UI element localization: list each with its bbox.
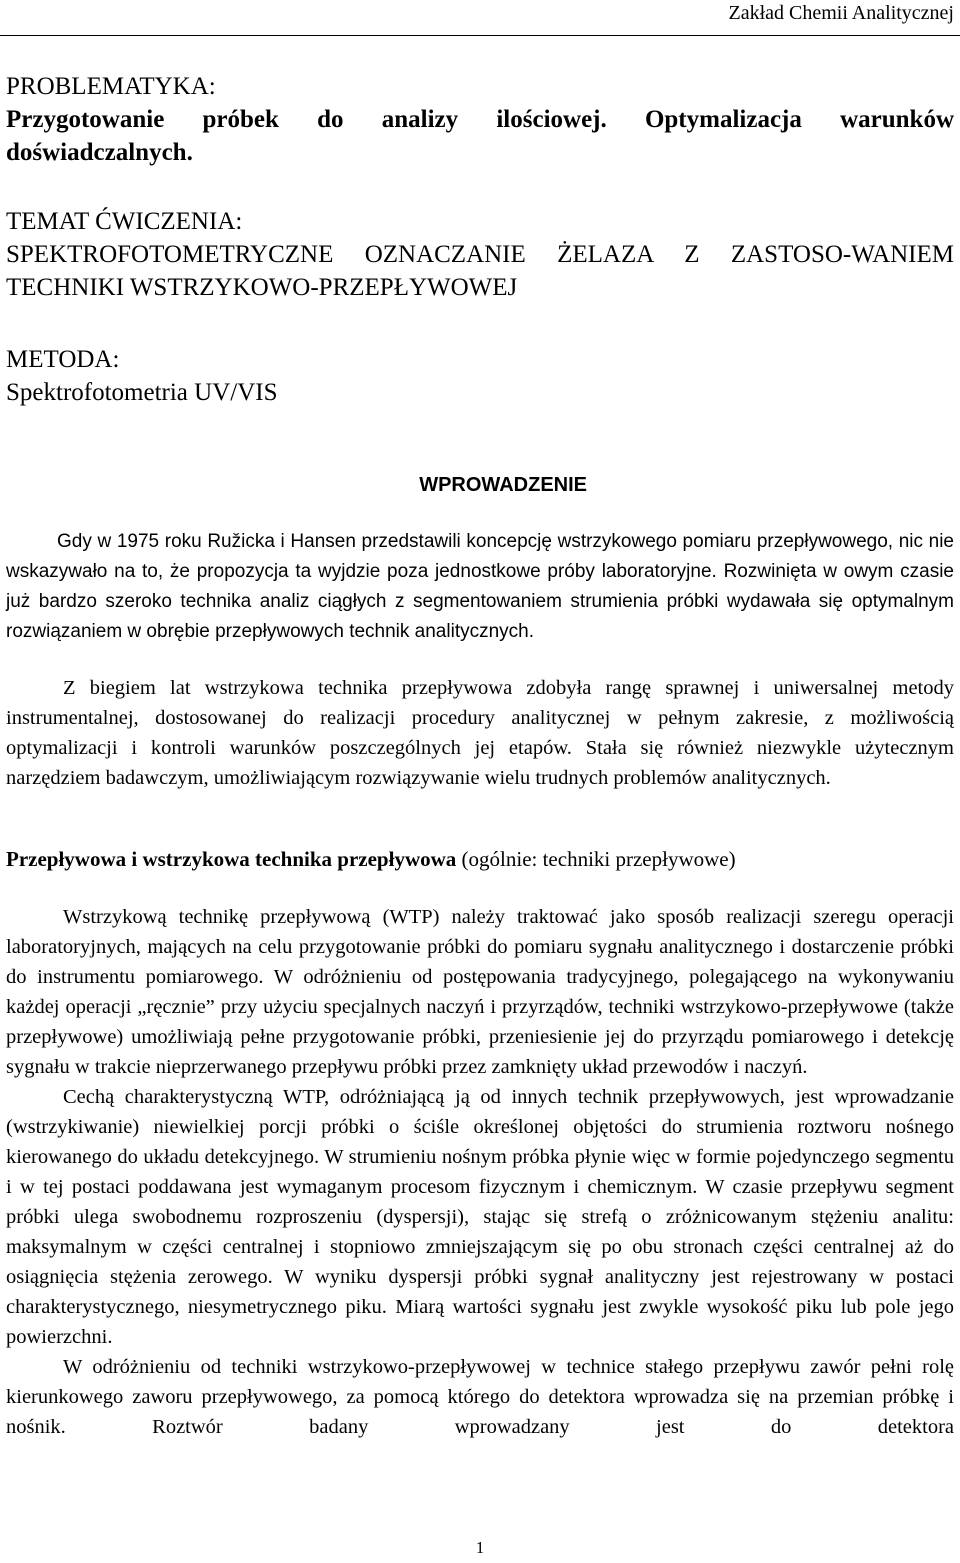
problematyka-block bbox=[6, 70, 954, 169]
problematyka-value: Przygotowanie próbek do analizy ilościowej. Optymalizacja warunków doświadczalnych. bbox=[6, 106, 954, 166]
section-heading bbox=[6, 847, 736, 872]
section-body bbox=[6, 902, 954, 1442]
intro-paragraph-2 bbox=[6, 673, 954, 793]
section-paragraph-3: W odróżnieniu od techniki wstrzykowo-przepływowej w technice stałego przepływu zawór pełni rolę kierunkowego zaworu przepływowego, za pomocą którego do detektora wprowadza się na przemian próbkę i nośnik. Roztwór badany wprowadzany jest do detektora bbox=[6, 1356, 954, 1438]
running-header: Zakład Chemii Analitycznej bbox=[728, 2, 954, 24]
metoda-value: Spektrofotometria UV/VIS bbox=[6, 379, 278, 406]
metoda-block bbox=[6, 343, 954, 409]
problematyka-label: PROBLEMATYKA: bbox=[6, 73, 216, 100]
intro-paragraph-1 bbox=[6, 527, 954, 647]
section-paragraph-2: Cechą charakterystyczną WTP, odróżniającą ją od innych technik przepływowych, jest wprowadzanie (wstrzykiwanie) niewielkiej porcji próbki o ściśle określonej objętości do strumienia roztworu nośnego kierowanego do układu detekcyjnego. W strumieniu nośnym próbka płynie więc w formie pojedynczego segmentu i w tej postaci poddawana jest wymaganym procesom fizycznym i chemicznym. W czasie przepływu segment próbki ulega swobodnemu rozproszeniu (dyspersji), stając się strefą o zróżnicowanym stężeniu analitu: maksymalnym w części centralnej i stopniowo zmniejszającym się po obu stronach części centralnej aż do osiągnięcia stężenia zerowego. W wyniku dyspersji próbki sygnał analityczny jest rejestrowany w postaci charakterystycznego, niesymetrycznego piku. Miarą wartości sygnału jest zwykle wysokość piku lub pole jego powierzchni. bbox=[6, 1086, 954, 1348]
temat-block bbox=[6, 205, 954, 304]
temat-value: SPEKTROFOTOMETRYCZNE OZNACZANIE ŻELAZA Z ZASTOSO-WANIEM TECHNIKI WSTRZYKOWO-PRZEPŁYWOWEJ bbox=[6, 241, 954, 301]
intro-heading: WPROWADZENIE bbox=[419, 474, 587, 496]
intro-paragraph-1-text: Gdy w 1975 roku Ružicka i Hansen przedstawili koncepcję wstrzykowego pomiaru przepływowego, nic nie wskazywało na to, że propozycja ta wyjdzie poza jednostkowe próby laboratoryjne. Rozwinięta w owym czasie już bardzo szeroko technika analiz ciągłych z segmentowaniem strumienia próbki wydawała się optymalnym rozwiązaniem w obrębie przepływowych technik analitycznych. bbox=[6, 531, 954, 642]
header-rule bbox=[0, 35, 960, 36]
page-number: 1 bbox=[475, 1538, 485, 1557]
section-heading-bold: Przepływowa i wstrzykowa technika przepływowa bbox=[6, 847, 457, 871]
metoda-label: METODA: bbox=[6, 346, 120, 373]
section-heading-normal: (ogólnie: techniki przepływowe) bbox=[456, 847, 736, 871]
intro-paragraph-2-text: Z biegiem lat wstrzykowa technika przepływowa zdobyła rangę sprawnej i uniwersalnej metody instrumentalnej, dostosowanej do realizacji procedury analitycznej w pełnym zakresie, z możliwością optymalizacji i kontroli warunków poszczególnych jej etapów. Stała się również niezwykle użytecznym narzędziem badawczym, umożliwiającym rozwiązywanie wielu trudnych problemów analitycznych. bbox=[6, 677, 954, 789]
temat-label: TEMAT ĆWICZENIA: bbox=[6, 208, 243, 235]
section-paragraph-1: Wstrzykową technikę przepływową (WTP) należy traktować jako sposób realizacji szeregu operacji laboratoryjnych, mających na celu przygotowanie próbki do pomiaru sygnału analitycznego i dostarczenie próbki do instrumentu pomiarowego. W odróżnieniu od postępowania tradycyjnego, polegającego na wykonywaniu każdej operacji „ręcznie” przy użyciu specjalnych naczyń i przyrządów, techniki wstrzykowo-przepływowe (także przepływowe) umożliwiają pełne przygotowanie próbki, przeniesienie jej do przyrządu pomiarowego i detekcję sygnału w trakcie nieprzerwanego przepływu próbki przez zamknięty układ przewodów i naczyń. bbox=[6, 906, 954, 1078]
